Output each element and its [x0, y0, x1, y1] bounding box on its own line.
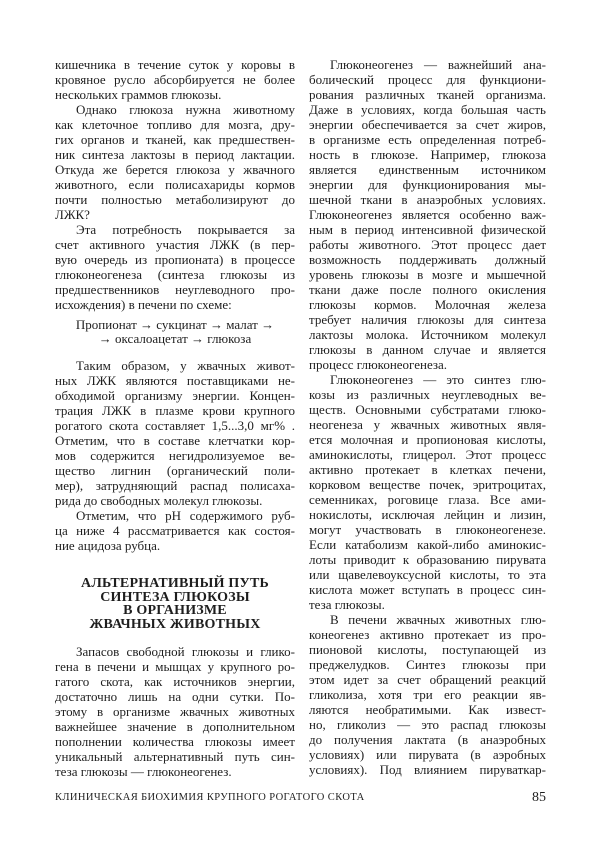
text-line: пополнении количества глюкозы имеет	[55, 734, 295, 749]
text-line: почти полностью метаболизируют до	[55, 192, 295, 207]
text-line: Пропионат → сукцинат → малат →	[75, 317, 275, 332]
text-line: как клеточное топливо для мозга, дру-	[55, 117, 295, 132]
text-line: корковом веществе почек, эритроцитах,	[309, 477, 546, 492]
text-line: Глюконеогенез является особенно важ-	[309, 207, 546, 222]
text-line: энергии обеспечивается за счет жиров,	[309, 117, 546, 132]
text-line: могут участвовать в глюконеогенезе.	[309, 522, 546, 537]
text-line: но, гликолиз — это распад глюкозы	[309, 717, 546, 732]
text-line: требует наличия глюкозы для синтеза	[309, 312, 546, 327]
text-line: уникальный альтернативный путь син-	[55, 749, 295, 764]
text-line: ется молочная и пропионовая кислоты,	[309, 432, 546, 447]
text-line: болический процесс для функциони-	[309, 72, 546, 87]
text-line: ткани даже после полного окисления	[309, 282, 546, 297]
text-line: нокислоты, исключая лейцин и лизин,	[309, 507, 546, 522]
text-line: глюкозы кормов. Молочная железа	[309, 297, 546, 312]
paragraph	[55, 508, 295, 553]
paragraph	[55, 222, 295, 312]
text-line: возможность поддерживать должный	[309, 252, 546, 267]
text-line: трация ЛЖК в плазме крови крупного	[55, 403, 295, 418]
text-line: работы животного. Этот процесс дает	[309, 237, 546, 252]
text-line: глюкозы в данном случае и является	[309, 342, 546, 357]
text-line: счет активного участия ЛЖК (в пер-	[55, 237, 295, 252]
text-line: условиях). Под влиянием пируваткар-	[309, 762, 546, 777]
text-line: мов содержится негидролизуемое ве-	[55, 448, 295, 463]
text-line: семенниках, роговице глаза. Все ами-	[309, 492, 546, 507]
text-line: теза глюкозы.	[309, 597, 385, 612]
text-line: Эта потребность покрывается за	[76, 222, 295, 237]
text-line: кислота может вступать в процесс син-	[309, 582, 546, 597]
text-line: В ОРГАНИЗМЕ	[123, 603, 227, 619]
text-line: Таким образом, у жвачных живот-	[76, 358, 295, 373]
text-line: мер), затрудняющий распад полисаха-	[55, 478, 295, 493]
text-line: гликолиза, хотя три его реакции яв-	[309, 687, 546, 702]
text-line: ца ниже 4 рассматривается как состоя-	[55, 523, 295, 538]
text-line: Отметим, что pH содержимого руб-	[76, 508, 295, 523]
text-line: рогатого скота составляет 1,5...3,0 мг% .	[55, 418, 295, 433]
text-line: Отметим, что в составе клетчатки кор-	[55, 433, 295, 448]
text-line: ществ. Основными субстратами глюко-	[309, 402, 546, 417]
paragraph	[309, 372, 546, 612]
page-footer	[55, 790, 546, 806]
text-line: АЛЬТЕРНАТИВНЫЙ ПУТЬ	[81, 576, 269, 591]
text-line: → оксалоацетат → глюкоза	[98, 331, 252, 346]
text-line: этому в организме жвачных животных	[55, 704, 295, 719]
text-line: Запасов свободной глюкозы и глико-	[76, 644, 295, 659]
text-line: в организме есть определенная потреб-	[309, 132, 546, 147]
text-line: Если катаболизм какой-либо аминокис-	[309, 537, 546, 552]
paragraph	[309, 57, 546, 372]
text-line: Глюконеогенез — это синтез глю-	[330, 372, 546, 387]
text-line: важнейшее значение в дополнительном	[55, 719, 295, 734]
text-line: ным в период интенсивной физической	[309, 222, 546, 237]
text-line: ляются необратимыми. Как извест-	[309, 702, 546, 717]
paragraph	[309, 612, 546, 777]
text-line: пионовой кислоты, поступающей из	[309, 642, 546, 657]
text-line: до получения лактата (в анаэробных	[309, 732, 546, 747]
text-line: ние ацидоза рубца.	[55, 538, 161, 553]
text-line: неогенеза у жвачных животных явля-	[309, 417, 546, 432]
page-number: 85	[532, 790, 546, 805]
text-line: процесс глюконеогенеза.	[309, 357, 448, 372]
right-column	[309, 57, 546, 777]
paragraph	[55, 102, 295, 222]
text-line: Глюконеогенез — важнейший ана-	[330, 57, 546, 72]
text-line: В печени жвачных животных глю-	[330, 612, 546, 627]
paragraph	[55, 57, 295, 102]
text-line: ЖВАЧНЫХ ЖИВОТНЫХ	[89, 617, 261, 633]
text-line: животного, если полисахариды кормов	[55, 177, 295, 192]
text-line: Откуда же берется глюкоза у жвачного	[55, 162, 295, 177]
text-line: ЛЖК?	[55, 207, 90, 222]
paragraph	[55, 644, 295, 779]
text-line: лактозы молока. Источником молекул	[309, 327, 546, 342]
text-line: уровень глюкозы в мозге и мышечной	[309, 267, 546, 282]
text-line: преджелудков. Синтез глюкозы при	[309, 657, 546, 672]
text-line: ность в глюкозе. Например, глюкоза	[309, 147, 546, 162]
paragraph	[55, 358, 295, 508]
text-line: теза глюкозы — глюконеогенез.	[55, 764, 232, 779]
text-line: Однако глюкоза нужна животному	[76, 102, 295, 117]
text-line: рида до свободных молекул глюкозы.	[55, 493, 263, 508]
text-line: обходимой организму энергии. Концен-	[55, 388, 295, 403]
text-line: вую очередь из пропионата) в процессе	[55, 252, 295, 267]
text-line: СИНТЕЗА ГЛЮКОЗЫ	[100, 589, 250, 605]
text-line: активно протекает в клетках печени,	[309, 462, 546, 477]
text-line: условиях) или пирувата (в аэробных	[309, 747, 546, 762]
text-line: достаточно лишь на одни сутки. По-	[55, 689, 295, 704]
text-line: рования различных тканей организма.	[309, 87, 546, 102]
text-line: исхождения) в печени по схеме:	[55, 297, 232, 312]
text-line: аминокислоты, глицерол. Этот процесс	[309, 447, 546, 462]
text-line: этом идет за счет обращений реакций	[309, 672, 546, 687]
text-line: нескольких граммов глюкозы.	[55, 87, 222, 102]
text-line: гатого скота, как источников энергии,	[55, 674, 295, 689]
text-line: или щавелевоуксусной кислоты, то эта	[309, 567, 546, 582]
text-line: ных ЛЖК являются поставщиками не-	[55, 373, 295, 388]
text-line: глюконеогенеза (синтеза глюкозы из	[55, 267, 295, 282]
text-line: ник синтеза лактозы в период лактации.	[55, 147, 295, 162]
section-heading	[55, 577, 295, 632]
left-column	[55, 57, 295, 312]
text-line: Даже в условиях, когда большая часть	[309, 102, 546, 117]
running-title: КЛИНИЧЕСКАЯ БИОХИМИЯ КРУПНОГО РОГАТОГО СКОТА	[55, 792, 365, 803]
text-line: является единственным источником	[309, 162, 546, 177]
left-column-section	[55, 644, 295, 779]
text-line: шечной ткани в анаэробных условиях.	[309, 192, 546, 207]
text-line: гих органов и тканей, как предшествен-	[55, 132, 295, 147]
text-line: кровяное русло абсорбируется не более	[55, 72, 295, 87]
reaction-scheme	[55, 318, 295, 346]
left-column-lower	[55, 358, 295, 553]
text-line: предшественников неуглеводного про-	[55, 282, 295, 297]
text-line: гена в печени и мышцах у крупного ро-	[55, 659, 295, 674]
text-line: конеогенез активно протекает из про-	[309, 627, 546, 642]
text-line: энергии для функционирования мы-	[309, 177, 546, 192]
text-line: щество лигнин (органический поли-	[55, 463, 295, 478]
text-line: козы из различных неуглеводных ве-	[309, 387, 546, 402]
text-line: лоты приводит к образованию пирувата	[309, 552, 546, 567]
text-line: кишечника в течение суток у коровы в	[55, 57, 295, 72]
